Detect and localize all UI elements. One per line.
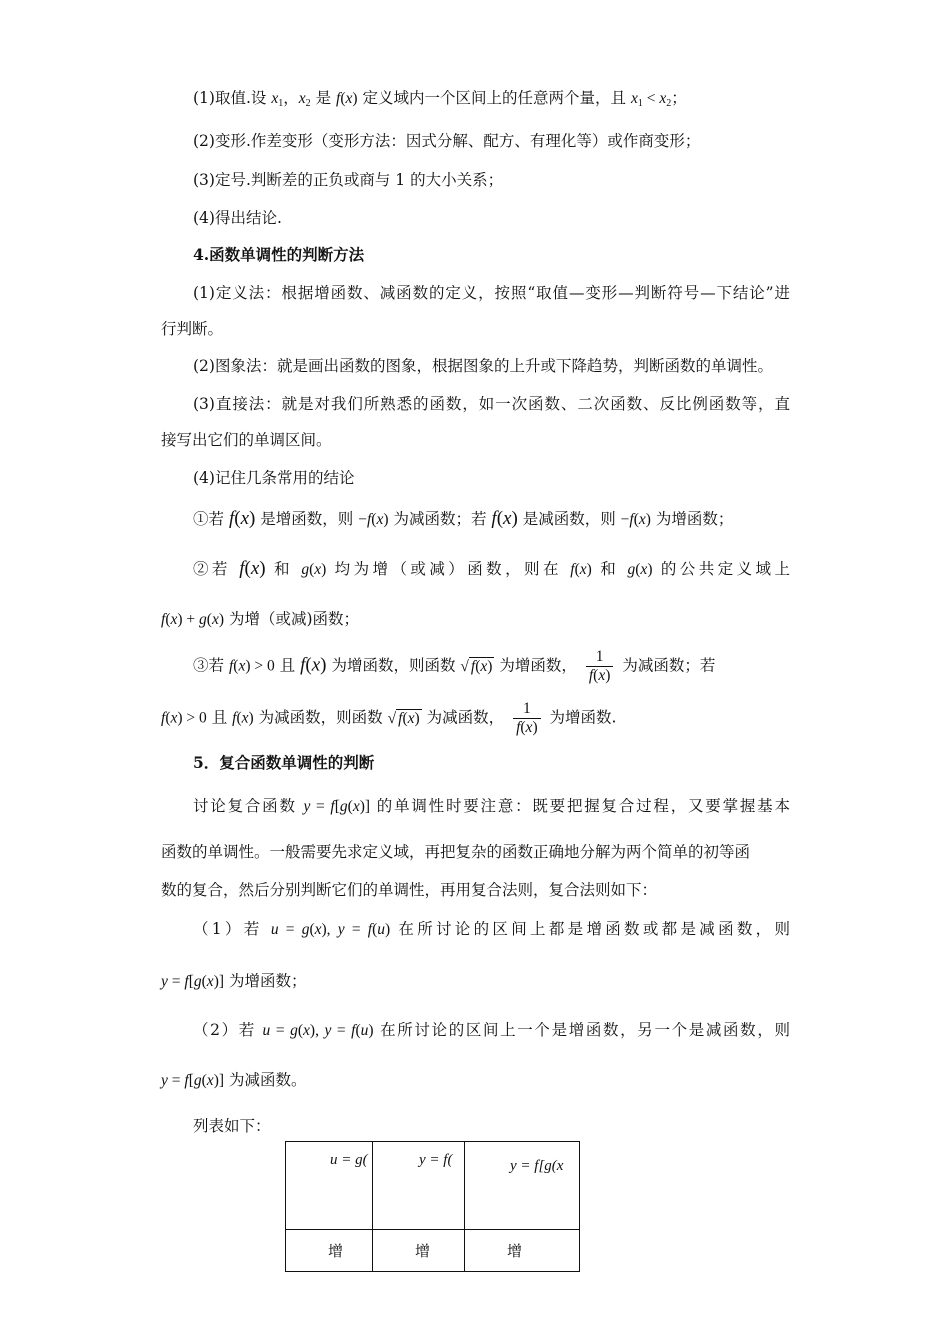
conclusion-2-line-a: ②若 f(x) 和 g(x) 均为增（或减）函数，则在 f(x) 和 g(x) 的公共定义域上 [193, 558, 790, 579]
discussion-line-c: 数的复合，然后分别判断它们的单调性，再用复合法则，复合法则如下： [161, 881, 658, 899]
method-2-line: (2)图象法：就是画出函数的图象，根据图象的上升或下降趋势，判断函数的单调性。 [193, 357, 773, 375]
sqrt-expression: √ f(x) [460, 657, 493, 675]
sqrt-expression: √ f(x) [387, 709, 420, 727]
method-1-line-b: 行判断。 [161, 320, 224, 338]
step-3-line: (3)定号.判断差的正负或商与 1 的大小关系； [193, 171, 504, 189]
table-cell: 增 [286, 1230, 373, 1272]
step-1-line: (1)取值.设 $x_1$，$x_2$ 是 f(x) 定义域内一个区间上的任意两个量，且 $x_1 < x_2$； [193, 89, 687, 109]
method-4-line: (4)记住几条常用的结论 [193, 469, 355, 487]
conclusion-2-line-b: f(x) + g(x) 为增（或减)函数； [161, 610, 360, 628]
section-5-heading: 5．复合函数单调性的判断 [193, 753, 375, 772]
section-4-heading: 4.函数单调性的判断方法 [193, 245, 365, 264]
list-intro: 列表如下： [193, 1117, 271, 1135]
table-header-cell: u = g( [286, 1142, 373, 1230]
rule-1-line-a: （1）若 u = g(x), y = f(u) 在所讨论的区间上都是增函数或都是减函数，则 [193, 920, 790, 938]
discussion-line-b: 函数的单调性。一般需要先求定义域，再把复杂的函数正确地分解为两个简单的初等函 [161, 843, 751, 861]
table-header-cell: y = f[g(x [465, 1142, 580, 1230]
discussion-line-a: 讨论复合函数 y = f[g(x)] 的单调性时要注意：既要把握复合过程，又要掌握基本 [193, 797, 790, 815]
rule-2-line-a: （2）若 u = g(x), y = f(u) 在所讨论的区间上一个是增函数，另一个是减函数，则 [193, 1021, 790, 1039]
table-cell: 增 [465, 1230, 580, 1272]
table-header-cell: y = f( [373, 1142, 465, 1230]
table-cell: 增 [373, 1230, 465, 1272]
method-1-line-a: (1)定义法：根据增函数、减函数的定义，按照“取值—变形—判断符号—下结论”进 [193, 284, 790, 302]
step-2-line: (2)变形.作差变形（变形方法：因式分解、配方、有理化等）或作商变形； [193, 132, 701, 150]
conclusion-3-line-a: ③若 f(x) > 0 且 f(x) 为增函数，则函数 √ f(x) 为增函数， $\frac{1}{f(x)}$ 为减函数；若 [193, 648, 716, 684]
method-3-line-b: 接写出它们的单调区间。 [161, 431, 332, 449]
composition-table [285, 1141, 580, 1272]
fraction-expression: $\frac{1}{f(x)}$ [586, 648, 614, 685]
rule-2-line-b: y = f[g(x)] 为减函数。 [161, 1071, 307, 1089]
conclusion-3-line-b: f(x) > 0 且 f(x) 为减函数，则函数 √ f(x) 为减函数， $\frac{1}{f(x)}$ 为增函数. [161, 700, 617, 736]
fraction-expression: $\frac{1}{f(x)}$ [513, 700, 541, 737]
table-row [286, 1230, 580, 1272]
step-4-line: (4)得出结论. [193, 209, 282, 227]
table-header-row [286, 1142, 580, 1230]
method-3-line-a: (3)直接法：就是对我们所熟悉的函数，如一次函数、二次函数、反比例函数等，直 [193, 395, 790, 413]
conclusion-1-line: ①若 f(x) 是增函数，则 −f(x) 为减函数；若 f(x) 是减函数，则 −f(x) 为增函数； [193, 508, 734, 529]
rule-1-line-b: y = f[g(x)] 为增函数； [161, 972, 307, 990]
